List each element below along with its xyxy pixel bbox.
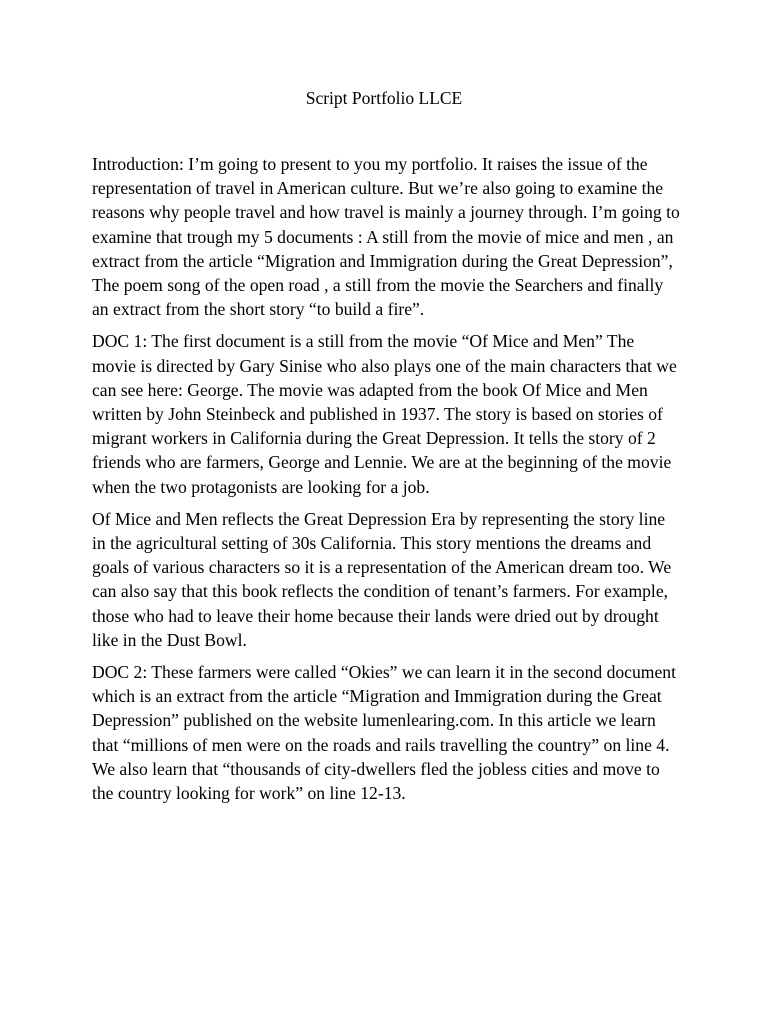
paragraph-introduction: Introduction: I’m going to present to you my portfolio. It raises the issue of the representation of travel in American culture. But we’re also going to examine the reasons why people travel and how travel is mainly a journey through. I’m going to examine that trough my 5 documents : A still from the movie of mice and men , an extract from the article “Migration and Immigration during the Great Depression”, The poem song of the open road , a still from the movie the Searchers and finally an extract from the short story “to build a fire”. bbox=[92, 154, 680, 320]
document-title: Script Portfolio LLCE bbox=[305, 88, 463, 108]
paragraph-of-mice-and-men: Of Mice and Men reflects the Great Depression Era by representing the story line in the agricultural setting of 30s California. This story mentions the dreams and goals of various characters so it is a representation of the American dream too. We can also say that this book reflects the condition of tenant’s farmers. For example, those who had to leave their home because their lands were dried out by drought like in the Dust Bowl. bbox=[92, 508, 672, 650]
document-body bbox=[92, 152, 682, 813]
paragraph-doc-2: DOC 2: These farmers were called “Okies” we can learn it in the second document which is an extract from the article “Migration and Immigration during the Great Depression” published on the website lumenlearing.com. In this article we learn that “millions of men were on the roads and rails travelling the country” on line 4. We also learn that “thousands of city-dwellers fled the jobless cities and move to the country looking for work” on line 12-13. bbox=[92, 662, 676, 804]
paragraph-doc-1: DOC 1: The first document is a still from the movie “Of Mice and Men” The movie is directed by Gary Sinise who also plays one of the main characters that we can see here: George. The movie was adapted from the book Of Mice and Men written by John Steinbeck and published in 1937. The story is based on stories of migrant workers in California during the Great Depression. It tells the story of 2 friends who are farmers, George and Lennie. We are at the beginning of the movie when the two protagonists are looking for a job. bbox=[92, 331, 677, 497]
